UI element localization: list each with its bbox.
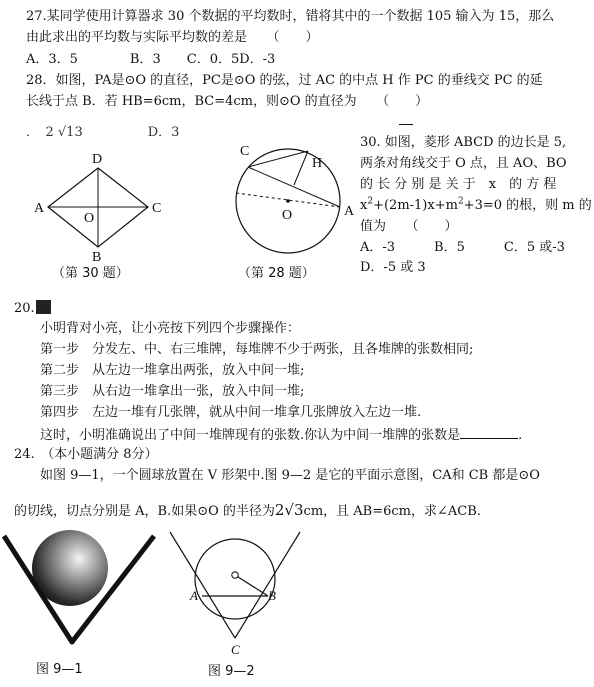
q24-line1: 如图 9—1，一个圆球放置在 V 形架中.图 9—2 是它的平面示意图，CA和 CB 都是⊙O	[40, 468, 540, 483]
fig30-caption: （第 30 题）	[52, 266, 129, 281]
q27-line2: 由此求出的平均数与实际平均数的差是 （ ）	[26, 30, 319, 45]
chord-ca	[248, 167, 340, 207]
center-point	[286, 199, 290, 203]
eq-mid: +(2m-1)x+m	[373, 198, 458, 213]
label-o: O	[282, 208, 293, 223]
q24-line2	[14, 502, 481, 520]
q30-line3: 的 长 分 别 是 关 于 x 的 方 程	[360, 177, 557, 192]
q27-options: A．3．5 B．3 C．0．5D．-3	[26, 52, 276, 67]
q30-line1: 30. 如图，菱形 ABCD 的边长是 5,	[360, 135, 567, 150]
q30-line5: 值为 （ ）	[360, 219, 458, 234]
q20-step3: 第三步 从右边一堆拿出一张，放入中间一堆;	[40, 384, 305, 399]
q28-partial-row: ． 2 √13 D．3	[26, 125, 180, 140]
fig28-caption: （第 28 题）	[238, 266, 315, 281]
label-o: O	[84, 211, 95, 226]
label-c: C	[240, 144, 250, 159]
tangent-ca	[170, 532, 235, 638]
fig91-caption: 图 9—1	[36, 662, 83, 677]
q20-period: .	[518, 428, 523, 443]
answer-blank	[460, 426, 518, 439]
label-b: B	[92, 250, 102, 265]
segment-h	[294, 151, 308, 185]
q30-line4	[360, 198, 592, 214]
label-c: C	[231, 642, 240, 657]
label-a: A	[34, 201, 45, 216]
q20-conclusion-text: 这时，小明准确说出了中间一堆牌现有的张数.你认为中间一堆牌的张数是	[40, 428, 461, 443]
q30-options-row1: A．-3 B．5 C．5 或-3	[360, 240, 565, 255]
fig30-rhombus	[28, 150, 168, 265]
q20-number: 20.	[14, 301, 35, 316]
radius-value: 2√3	[274, 501, 304, 519]
fig92-caption: 图 9—2	[208, 664, 255, 679]
label-c: C	[152, 201, 162, 216]
q28-line1: 28．如图，PA是⊙O 的直径，PC是⊙O 的弦，过 AC 的中点 H 作 PC 的垂线交 PC 的延	[26, 73, 543, 88]
q28-line2: 长线于点 B．若 HB=6cm，BC=4cm，则⊙O 的直径为 （ ）	[26, 94, 429, 109]
q27-line1: 27.某同学使用计算器求 30 个数据的平均数时，错将其中的一个数据 105 输入为 15，那么	[26, 9, 555, 24]
eq-sup2: 2	[457, 196, 464, 207]
tangent-cb	[235, 532, 300, 638]
overline-mark	[399, 124, 413, 125]
center-point	[232, 572, 238, 578]
fig91-ball-in-v	[0, 530, 165, 650]
radius-ob	[235, 575, 268, 596]
q30-options-row2: D．-5 或 3	[360, 260, 426, 275]
label-a: A	[190, 588, 198, 603]
circle-o	[195, 539, 275, 619]
eq-sup1: 2	[367, 196, 374, 207]
label-a: A	[344, 204, 355, 219]
label-h: H	[312, 156, 323, 171]
eq-x: x	[360, 198, 368, 213]
q24-header: 24. （本小题满分 8分）	[14, 447, 158, 462]
q20-step1: 第一步 分发左、中、右三堆牌，每堆牌不少于两张，且各堆牌的张数相同;	[40, 342, 474, 357]
fig92-schematic	[168, 530, 318, 665]
q20-step4: 第四步 左边一堆有几张牌，就从中间一堆拿几张牌放入左边一堆.	[40, 405, 422, 420]
q30-line2: 两条对角线交于 O 点，且 AO、BO	[360, 156, 567, 171]
label-d: D	[92, 152, 103, 167]
q20-conclusion	[40, 426, 522, 444]
eq-end: +3=0 的根，则 m 的	[463, 198, 592, 213]
q24-line2-b: cm，且 AB=6cm，求∠ACB.	[303, 504, 481, 519]
q24-line2-a: 的切线，切点分别是 A，B.如果⊙O 的半径为	[14, 504, 275, 519]
label-b: B	[268, 588, 276, 603]
q20-intro: 小明背对小亮，让小亮按下列四个步骤操作：	[40, 321, 301, 336]
fig28-circle	[226, 135, 366, 255]
q20-step2: 第二步 从左边一堆拿出两张，放入中间一堆;	[40, 363, 305, 378]
ink-blot-icon	[36, 300, 51, 314]
